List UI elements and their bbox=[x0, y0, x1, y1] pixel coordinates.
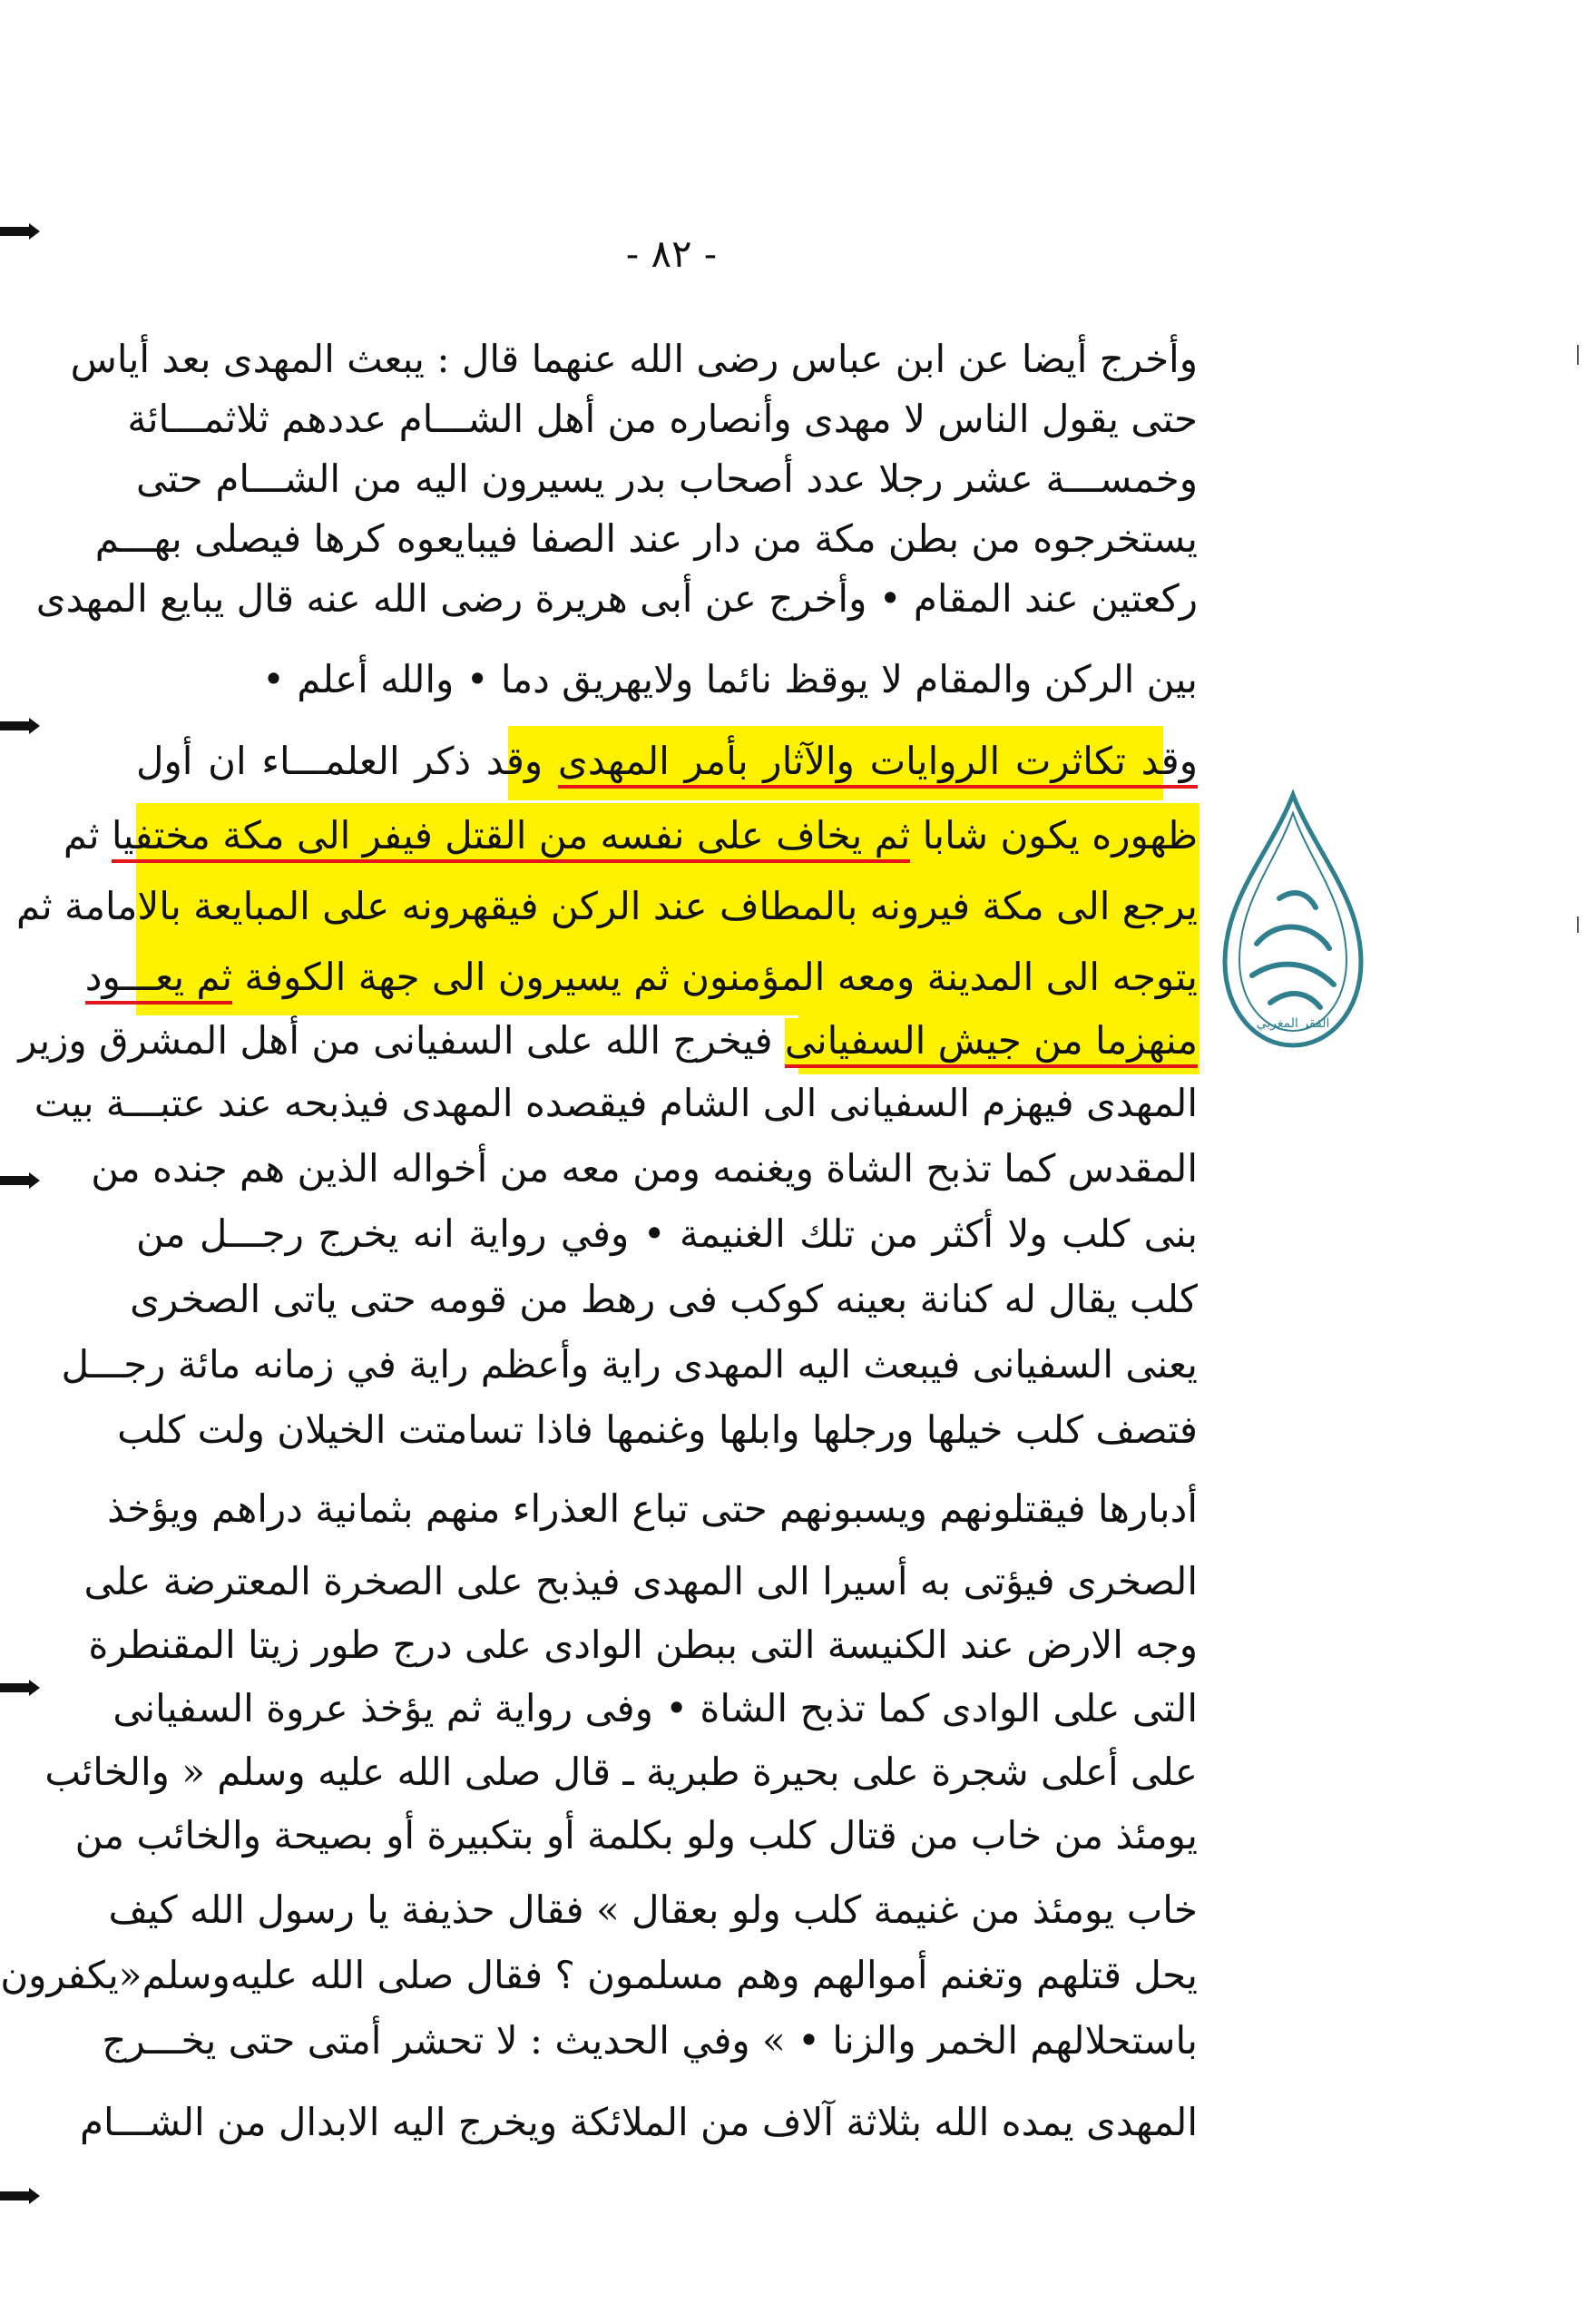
highlighted-phrase: يتوجه الى المدينة ومعه المؤمنون ثم يسيرون الى جهة الكوفة bbox=[244, 955, 1198, 999]
text-line: حتى يقول الناس لا مهدى وأنصاره من أهل الشـــام عددهم ثلاثمـــائة bbox=[127, 397, 1198, 441]
text-line: يعنى السفيانى فيبعث اليه المهدى راية وأعظم راية في زمانه مائة رجـــل bbox=[61, 1342, 1198, 1387]
highlighted-phrase: ظهوره يكون شابا bbox=[922, 813, 1198, 858]
margin-tick bbox=[1577, 345, 1579, 365]
text-phrase: فيخرج الله على السفيانى من أهل المشرق وزير bbox=[18, 1018, 773, 1063]
margin-arrow-mark bbox=[0, 1176, 31, 1185]
underlined-phrase: ثم يخاف على نفسه من القتل فيفر الى مكة مختفيا bbox=[112, 813, 910, 863]
margin-arrow-mark bbox=[0, 721, 31, 730]
underlined-phrase: منهزما من جيش السفيانى bbox=[785, 1018, 1198, 1068]
margin-arrow-mark bbox=[0, 227, 31, 236]
highlighted-phrase: وقد ذكر العلمـــاء ان أول bbox=[136, 739, 543, 783]
underlined-phrase: وقد تكاثرت الروايات والآثار بأمر المهدى bbox=[558, 739, 1198, 789]
text-line: بنى كلب ولا أكثر من تلك الغنيمة • وفي رواية انه يخرج رجـــل من bbox=[136, 1211, 1198, 1256]
text-line: المقدس كما تذبح الشاة ويغنمه ومن معه من أخواله الذين هم جنده من bbox=[91, 1146, 1198, 1191]
text-line: كلب يقال له كنانة بعينه كوكب فى رهط من قومه حتى ياتى الصخرى bbox=[130, 1277, 1198, 1321]
text-line: أدبارها فيقتلونهم ويسبونهم حتى تباع العذراء منهم بثمانية دراهم ويؤخذ bbox=[107, 1486, 1198, 1531]
text-line: وجه الارض عند الكنيسة التى ببطن الوادى على درج طور زيتا المقنطرة bbox=[88, 1622, 1198, 1667]
text-line: فتصف كلب خيلها ورجلها وابلها وغنمها فاذا تسامتت الخيلان ولت كلب bbox=[117, 1407, 1198, 1452]
text-line: وخمســـة عشر رجلا عدد أصحاب بدر يسيرون اليه من الشـــام حتى bbox=[136, 456, 1198, 501]
text-line: بين الركن والمقام لا يوقظ نائما ولايهريق دما • والله أعلم • bbox=[262, 657, 1198, 701]
text-line: يومئذ من خاب من قتال كلب ولو بكلمة أو بتكبيرة أو بصيحة والخائب من bbox=[74, 1813, 1198, 1857]
margin-arrow-mark bbox=[0, 2191, 31, 2200]
margin-arrow-mark bbox=[0, 1683, 31, 1692]
text-line: يحل قتلهم وتغنم أموالهم وهم مسلمون ؟ فقال صلى الله عليه‌وسلم«يكفرون bbox=[0, 1953, 1198, 1997]
text-line: على أعلى شجرة على بحيرة طبرية ـ قال صلى الله عليه وسلم « والخائب bbox=[44, 1750, 1198, 1794]
text-line: باستحلالهم الخمر والزنا • » وفي الحديث : لا تحشر أمتى حتى يخـــرج bbox=[102, 2018, 1198, 2063]
text-line: المهدى يمده الله بثلاثة آلاف من الملائكة ويخرج اليه الابدال من الشـــام bbox=[80, 2100, 1198, 2144]
logo-text: الفقر المغربي bbox=[1256, 1016, 1330, 1031]
highlighted-phrase: ثم bbox=[63, 813, 100, 858]
highlighted-line bbox=[18, 1013, 1198, 1069]
margin-tick bbox=[1577, 916, 1579, 933]
page-number: - ٨٢ - bbox=[625, 231, 718, 276]
droplet-logo-icon bbox=[1216, 789, 1370, 1053]
text-line: يستخرجوه من بطن مكة من دار عند الصفا فيبايعوه كرها فيصلى بهـــم bbox=[94, 516, 1198, 561]
text-line: المهدى فيهزم السفيانى الى الشام فيقصده المهدى فيذبحه عند عتبـــة بيت bbox=[34, 1081, 1198, 1125]
underlined-phrase: ثم يعـــود bbox=[85, 955, 232, 1005]
highlighted-line bbox=[84, 949, 1198, 1005]
text-line: خاب يومئذ من غنيمة كلب ولو بعقال » فقال حذيفة يا رسول الله كيف bbox=[108, 1887, 1198, 1932]
text-line: ركعتين عند المقام • وأخرج عن أبى هريرة رضى الله عنه قال يبايع المهدى bbox=[35, 576, 1198, 621]
highlighted-line bbox=[63, 808, 1198, 864]
highlighted-line bbox=[136, 733, 1198, 789]
text-line: وأخرج أيضا عن ابن عباس رضى الله عنهما قال : يبعث المهدى بعد أياس bbox=[70, 337, 1198, 381]
text-line: الصخرى فيؤتى به أسيرا الى المهدى فيذبح على الصخرة المعترضة على bbox=[83, 1559, 1198, 1603]
highlighted-line: يرجع الى مكة فيرونه بالمطاف عند الركن فيقهرونه على المبايعة بالامامة ثم bbox=[16, 884, 1198, 928]
text-line: التى على الوادى كما تذبح الشاة • وفى رواية ثم يؤخذ عروة السفيانى bbox=[113, 1686, 1198, 1730]
